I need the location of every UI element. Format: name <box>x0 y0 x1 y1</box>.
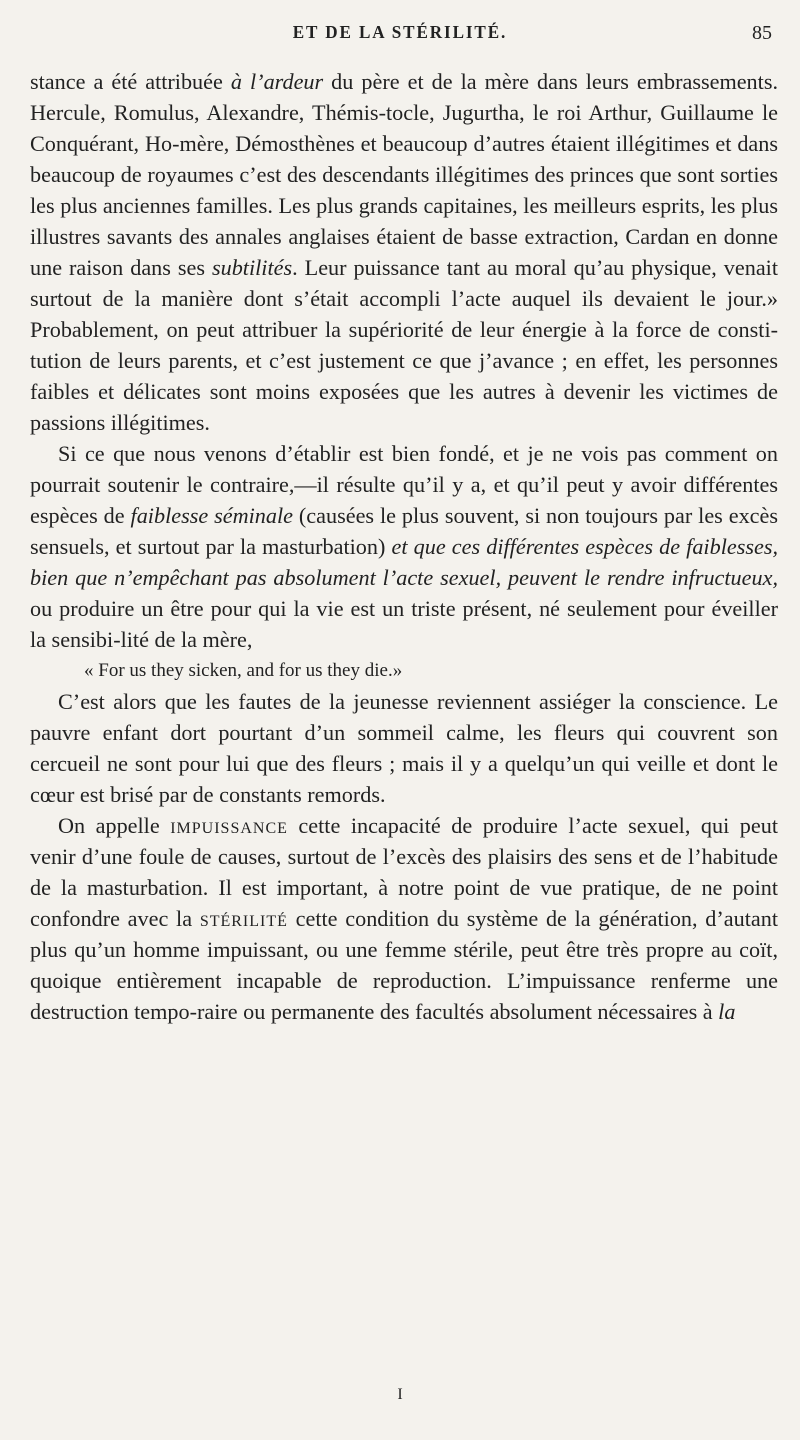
page-number: 85 <box>752 22 772 44</box>
small-caps-run: impuissance <box>170 813 288 838</box>
paragraph-1 <box>30 66 778 438</box>
paragraph-3: C’est alors que les fautes de la jeunesse reviennent assiéger la conscience. Le pauvre enfant dort pourtant d’un sommeil calme, les fleurs qui couvrent son cercueil ne sont pour lui que des fleurs ; mais il y a quelqu’un qui veille et dont le cœur est brisé par de constants remords. <box>30 689 778 807</box>
paragraph-2 <box>30 438 778 655</box>
italic-run: à l’ardeur <box>230 69 324 94</box>
running-head <box>0 14 800 54</box>
italic-run: et que ces différentes espèces de faiblesses, bien que n’empêchant pas absolument l’acte sexuel, peuvent le rendre infructueux, <box>30 534 779 590</box>
body-text <box>30 66 778 1027</box>
text-run: stance a été attribuée <box>30 69 231 94</box>
signature-mark: I <box>397 1386 403 1403</box>
italic-run: faiblesse séminale <box>130 503 293 528</box>
text-run: ou produire un être pour qui la vie est un triste présent, né seulement pour éveiller la sensibi-lité de la mère, <box>30 596 778 652</box>
text-run: . Leur puissance tant au moral qu’au physique, venait surtout de la manière dont s’était accompli l’acte auquel ils devaient le jour.» Probablement, on peut attribuer la supériorité de leur énergie à la force de consti-tution de leurs parents, et c’est justement ce que j’avance ; en effet, les personnes faibles et délicates sont moins exposées que les autres à devenir les victimes de passions illégitimes. <box>30 255 778 435</box>
text-run: On appelle <box>58 813 171 838</box>
running-title: ET DE LA STÉRILITÉ. <box>292 22 508 42</box>
paragraph-4 <box>30 810 778 1027</box>
italic-run: subtilités <box>211 255 293 280</box>
verse-quotation: « For us they sicken, and for us they die.» <box>84 660 403 681</box>
text-run: cette condition du système de la génération, d’autant plus qu’un homme impuissant, ou une femme stérile, peut être très propre au coït, quoique entièrement incapable de reproduction. L’impuissance renferme une destruction tempo-raire ou permanente des facultés absolument nécessaires à <box>30 906 778 1024</box>
text-run: (causées le plus souvent, si non toujours par les excès sensuels, et surtout par la masturbation) <box>30 503 778 559</box>
text-run: du père et de la mère dans leurs embrassements. Hercule, Romulus, Alexandre, Thémis-tocle, Jugurtha, le roi Arthur, Guillaume le Conquérant, Ho-mère, Démosthènes et beaucoup d’autres étaient illégitimes et dans beaucoup de royaumes c’est des descendants illégitimes des princes que sont sorties les plus anciennes familles. Les plus grands capitaines, les meilleurs esprits, les plus illustres savants des annales anglaises étaient de basse extraction, Cardan en donne une raison dans ses <box>30 69 778 280</box>
text-run: Si ce que nous venons d’établir est bien fondé, et je ne vois pas comment on pourrait soutenir le contraire,—il résulte qu’il y a, et qu’il peut y avoir différentes espèces de <box>30 441 778 528</box>
italic-run: la <box>718 999 736 1024</box>
text-run: cette incapacité de produire l’acte sexuel, qui peut venir d’une foule de causes, surtout de l’excès des plaisirs des sens et de l’habitude de la masturbation. Il est important, à notre point de vue pratique, de ne point confondre avec la <box>30 813 778 931</box>
small-caps-run: stérilité <box>199 906 288 931</box>
